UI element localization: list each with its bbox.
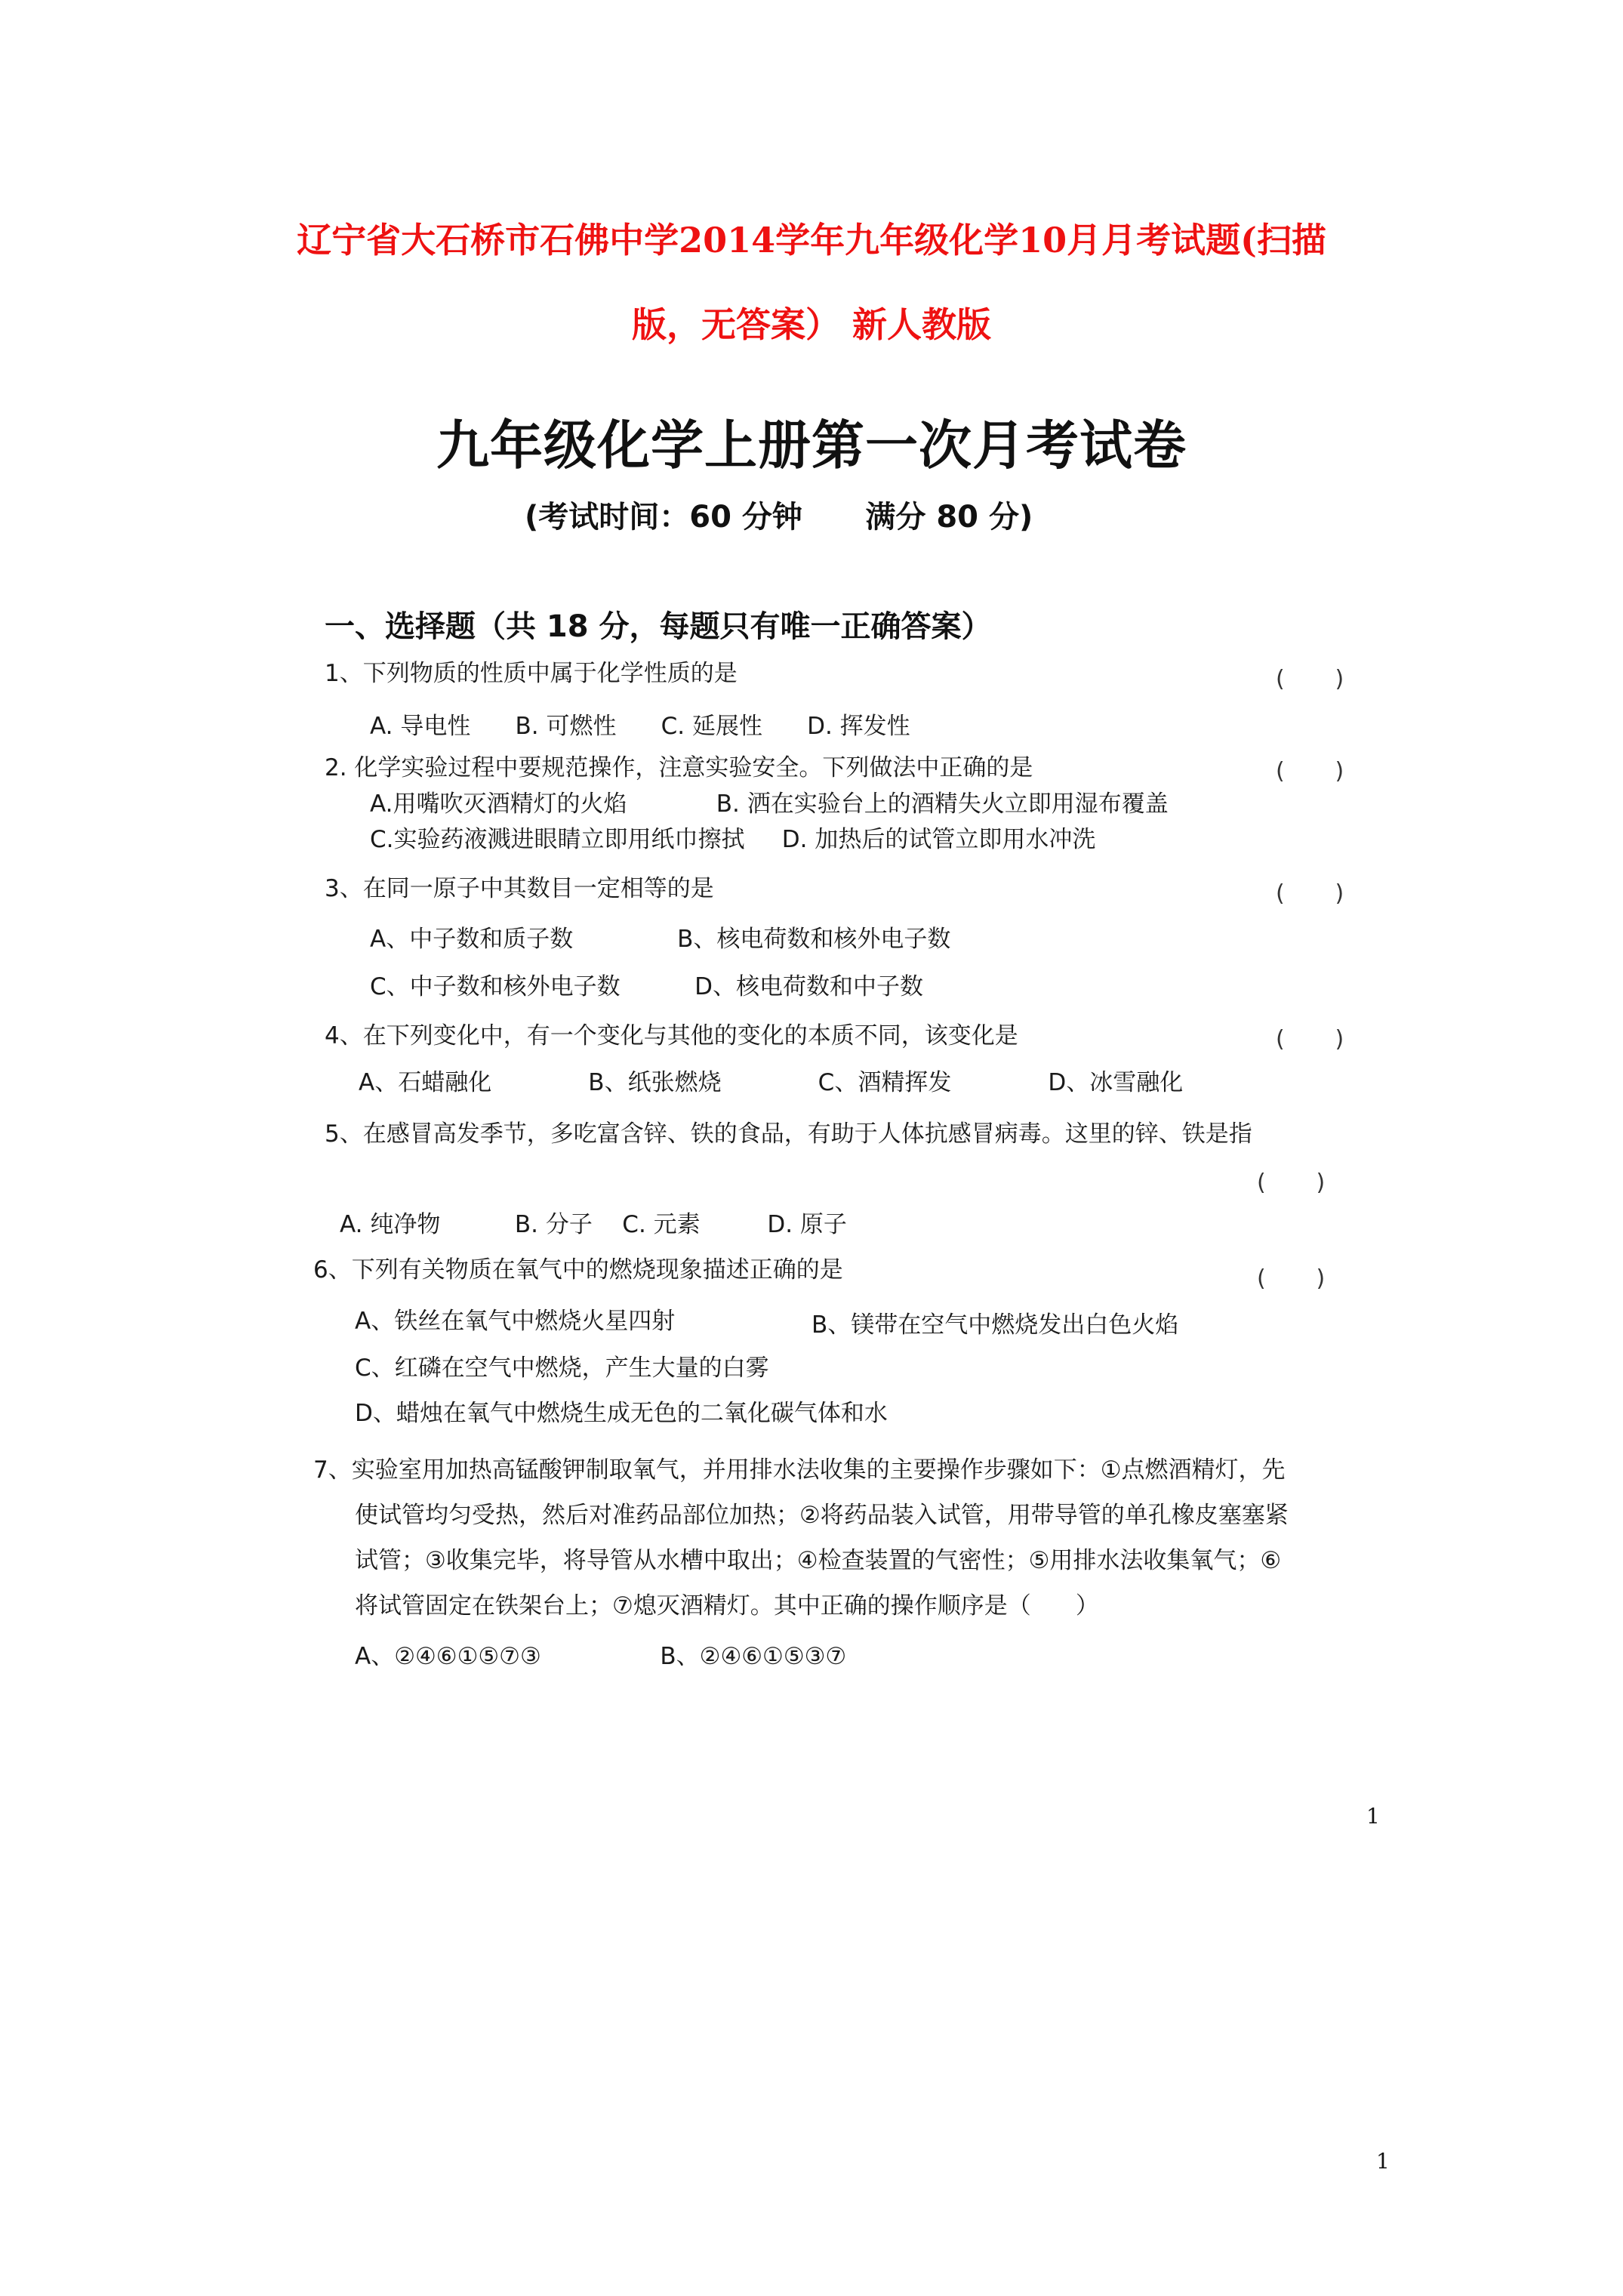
page-number: 1 xyxy=(1376,2149,1390,2174)
question-2-options-ab: A.用嘴吹灭酒精灯的火焰 B. 洒在实验台上的酒精失火立即用湿布覆盖 xyxy=(370,791,1169,818)
question-3-options-ab: A、中子数和质子数 B、核电荷数和核外电子数 xyxy=(370,926,951,953)
question-4-options: A、石蜡融化 B、纸张燃烧 C、酒精挥发 D、冰雪融化 xyxy=(359,1069,1184,1096)
question-5-answer-blank: ( ) xyxy=(1257,1170,1326,1196)
question-7-line-3: 试管；③收集完毕，将导管从水槽中取出；④检查装置的气密性；⑤用排水法收集氧气；⑥ xyxy=(355,1547,1282,1574)
question-1-answer-blank: ( ) xyxy=(1276,666,1344,692)
question-1-options: A. 导电性 B. 可燃性 C. 延展性 D. 挥发性 xyxy=(370,713,910,740)
section-heading: 一、选择题（共 18 分，每题只有唯一正确答案） xyxy=(325,609,992,644)
question-7-line-2: 使试管均匀受热，然后对准药品部位加热；②将药品装入试管，用带导管的单孔橡皮塞塞紧 xyxy=(355,1502,1289,1529)
question-6-option-b: B、镁带在空气中燃烧发出白色火焰 xyxy=(812,1311,1179,1339)
question-6-option-a: A、铁丝在氧气中燃烧火星四射 xyxy=(355,1308,676,1335)
question-7-line-1: 7、实验室用加热高锰酸钾制取氧气，并用排水法收集的主要操作步骤如下：①点燃酒精灯，先 xyxy=(313,1456,1286,1484)
question-6-option-d: D、蜡烛在氧气中燃烧生成无色的二氧化碳气体和水 xyxy=(355,1400,888,1427)
question-4-stem: 4、在下列变化中，有一个变化与其他的变化的本质不同，该变化是 xyxy=(325,1022,1018,1049)
question-6-answer-blank: ( ) xyxy=(1257,1265,1326,1292)
question-6-stem: 6、下列有关物质在氧气中的燃烧现象描述正确的是 xyxy=(313,1256,843,1284)
question-4-answer-blank: ( ) xyxy=(1276,1026,1344,1052)
question-5-options: A. 纯净物 B. 分子 C. 元素 D. 原子 xyxy=(340,1211,847,1238)
question-2-stem: 2. 化学实验过程中要规范操作，注意实验安全。下列做法中正确的是 xyxy=(325,754,1033,781)
question-2-options-cd: C.实验药液溅进眼睛立即用纸巾擦拭 D. 加热后的试管立即用水冲洗 xyxy=(370,826,1096,853)
question-3-answer-blank: ( ) xyxy=(1276,880,1344,907)
question-2-answer-blank: ( ) xyxy=(1276,758,1344,784)
question-1-stem: 1、下列物质的性质中属于化学性质的是 xyxy=(325,660,738,687)
question-5-stem: 5、在感冒高发季节，多吃富含锌、铁的食品，有助于人体抗感冒病毒。这里的锌、铁是指 xyxy=(325,1120,1252,1148)
document-title-line-2: 版，无答案） 新人教版 xyxy=(631,304,991,345)
question-3-stem: 3、在同一原子中其数目一定相等的是 xyxy=(325,875,714,902)
scanned-page-number: 1 xyxy=(1366,1804,1380,1829)
question-3-options-cd: C、中子数和核外电子数 D、核电荷数和中子数 xyxy=(370,973,924,1000)
exam-subtitle: (考试时间：60 分钟 满分 80 分) xyxy=(525,500,1033,535)
question-7-options: A、②④⑥①⑤⑦③ B、②④⑥①⑤③⑦ xyxy=(355,1643,847,1670)
question-6-option-c: C、红磷在空气中燃烧，产生大量的白雾 xyxy=(355,1354,769,1382)
document-title-line-1: 辽宁省大石桥市石佛中学2014学年九年级化学10月月考试题(扫描 xyxy=(297,220,1326,260)
exam-title: 九年级化学上册第一次月考试卷 xyxy=(436,415,1187,476)
question-7-line-4: 将试管固定在铁架台上；⑦熄灭酒精灯。其中正确的操作顺序是（ ） xyxy=(355,1592,1099,1620)
